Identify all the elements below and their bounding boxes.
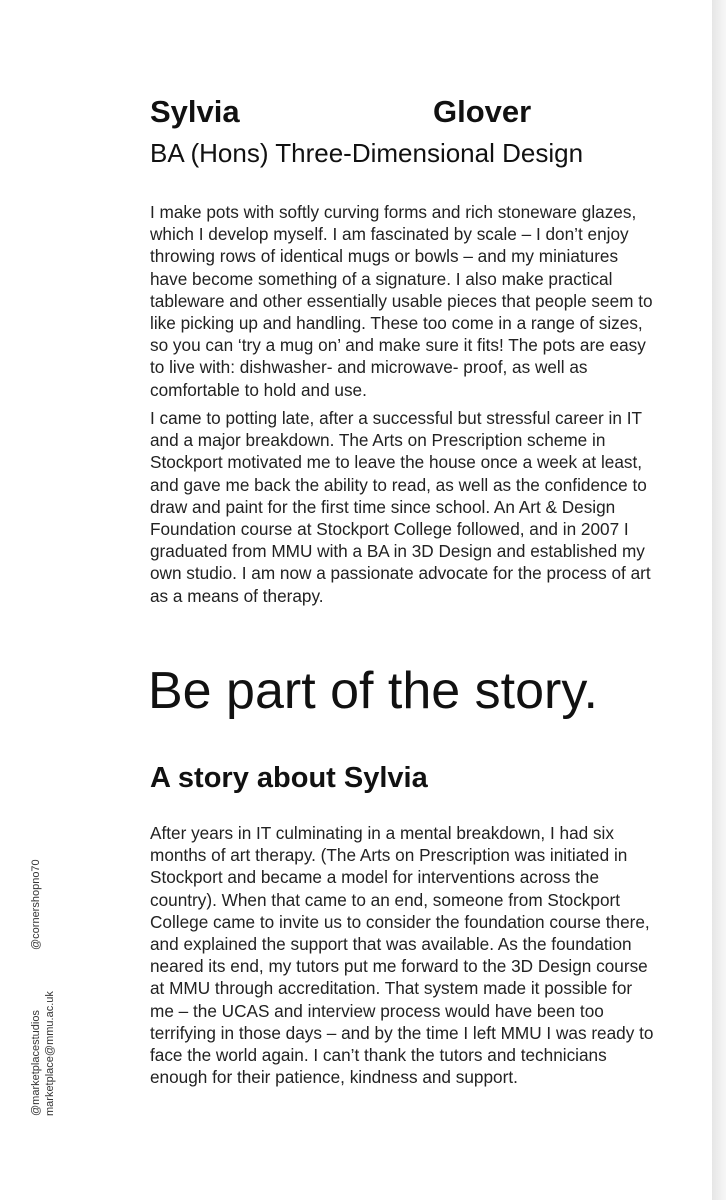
degree-title: BA (Hons) Three-Dimensional Design xyxy=(150,138,584,168)
page-edge xyxy=(712,0,726,1200)
last-name: Glover xyxy=(433,94,532,129)
story-paragraph: After years in IT culminating in a mental breakdown, I had six months of art therapy. (The Arts on Prescription was initiated in Stockport and became a model for interventions across the country). When that came to an end, someone from Stockport College came to invite us to consider the foundation course there, and explained the support that was available. As the foundation neared its end, my tutors put me forward to the 3D Design course at MMU through accreditation. That system made it possible for me – the UCAS and interview process would have been too terrifying in those days – and by the time I left MMU I was ready to face the world again. I can’t thank the tutors and technicians enough for their patience, kindness and support. xyxy=(150,823,654,1088)
cta-headline: Be part of the story. xyxy=(148,662,598,720)
first-name: Sylvia xyxy=(150,94,240,129)
bio-paragraph-2: I came to potting late, after a successful but stressful career in IT and a major breakdown. The Arts on Prescription scheme in Stockport motivated me to leave the house once a week at least, and gave me back the ability to read, as well as the confidence to draw and paint for the first time since school. An Art & Design Foundation course at Stockport College followed, and in 2007 I graduated from MMU with a BA in 3D Design and established my own studio. I am now a passionate advocate for the process of art as a means of therapy. xyxy=(150,408,651,606)
bio-paragraph-1: I make pots with softly curving forms and rich stoneware glazes, which I develop myself. I am fascinated by scale – I don’t enjoy throwing rows of identical mugs or bowls – and my miniatures have become something of a signature. I also make practical tableware and other essentially usable pieces that people seem to like picking up and handling. These too come in a range of sizes, so you can ‘try a mug on’ and make sure it fits! The pots are easy to live with: dishwasher- and microwave- proof, as well as comfortable to hold and use. xyxy=(150,202,653,400)
shop-handle: @cornershopno70 xyxy=(30,859,42,950)
contact-email: marketplace@mmu.ac.uk xyxy=(44,991,56,1116)
story-heading: A story about Sylvia xyxy=(150,762,428,794)
artist-name xyxy=(150,92,550,132)
studios-handle: @marketplacestudios xyxy=(30,1010,42,1116)
